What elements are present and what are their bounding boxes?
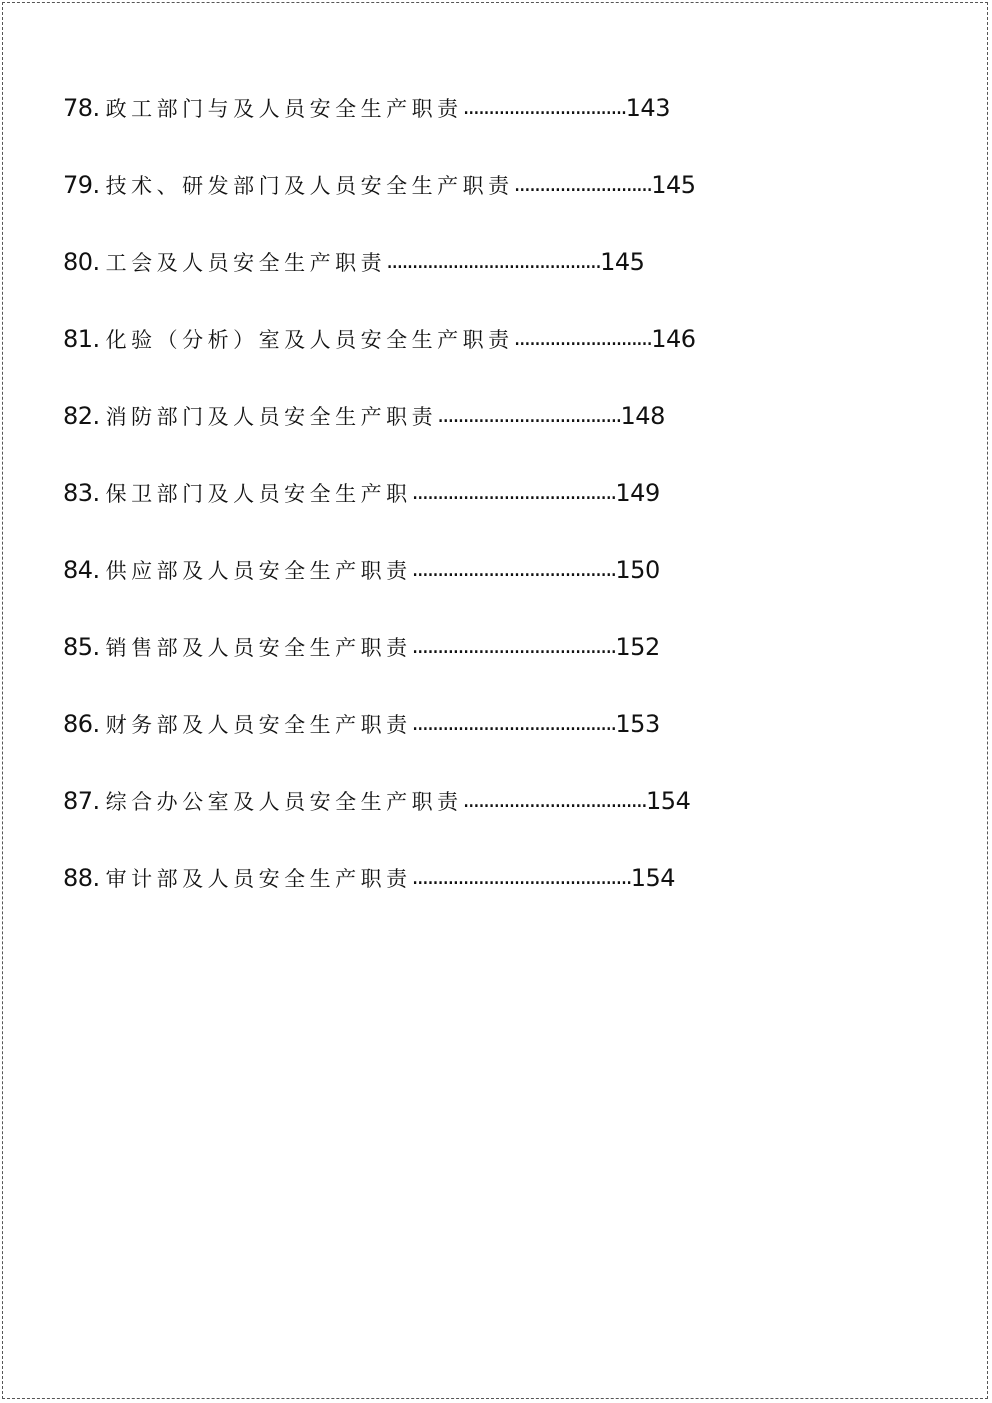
toc-entry[interactable] <box>63 762 943 839</box>
entry-title: 化验（分析）室及人员安全生产职责 <box>105 327 514 352</box>
toc-entry[interactable] <box>63 223 943 300</box>
dot-leader: ........................................ <box>411 480 616 505</box>
dot-leader: ........................................ <box>411 557 616 582</box>
page-number: 148 <box>620 401 665 430</box>
dot-leader: ................................ <box>462 95 626 120</box>
page-number: 145 <box>600 247 645 276</box>
page-number: 154 <box>630 863 675 892</box>
entry-title: 消防部门及人员安全生产职责 <box>105 404 438 429</box>
toc-entry[interactable] <box>63 300 943 377</box>
page-number: 150 <box>615 555 660 584</box>
entry-number: 87. <box>63 786 100 815</box>
entry-number: 79. <box>63 170 100 199</box>
dot-leader: ........................................... <box>411 865 631 890</box>
entry-number: 78. <box>63 93 100 122</box>
toc-entry[interactable] <box>63 454 943 531</box>
page-number: 143 <box>625 93 670 122</box>
page-number: 154 <box>646 786 691 815</box>
toc-entry[interactable] <box>63 531 943 608</box>
entry-title: 工会及人员安全生产职责 <box>105 250 387 275</box>
entry-number: 81. <box>63 324 100 353</box>
entry-number: 88. <box>63 863 100 892</box>
dot-leader: .................................... <box>437 403 621 428</box>
entry-title: 审计部及人员安全生产职责 <box>105 866 412 891</box>
entry-number: 80. <box>63 247 100 276</box>
toc-entry[interactable] <box>63 377 943 454</box>
entry-number: 82. <box>63 401 100 430</box>
entry-title: 销售部及人员安全生产职责 <box>105 635 412 660</box>
dot-leader: ........................... <box>513 172 652 197</box>
toc-entry[interactable] <box>63 685 943 762</box>
page-number: 152 <box>615 632 660 661</box>
table-of-contents <box>63 69 943 916</box>
entry-number: 84. <box>63 555 100 584</box>
toc-entry[interactable] <box>63 839 943 916</box>
entry-title: 政工部门与及人员安全生产职责 <box>105 96 463 121</box>
toc-entry[interactable] <box>63 608 943 685</box>
page-number: 149 <box>615 478 660 507</box>
entry-number: 86. <box>63 709 100 738</box>
page-number: 146 <box>651 324 696 353</box>
document-page <box>2 2 988 1399</box>
toc-entry[interactable] <box>63 146 943 223</box>
entry-title: 供应部及人员安全生产职责 <box>105 558 412 583</box>
dot-leader: ........................................ <box>411 711 616 736</box>
dot-leader: .................................... <box>462 788 647 813</box>
page-number: 145 <box>651 170 696 199</box>
dot-leader: .......................................... <box>386 249 601 274</box>
dot-leader: ........................... <box>513 326 652 351</box>
dot-leader: ........................................ <box>411 634 616 659</box>
page-number: 153 <box>615 709 660 738</box>
entry-title: 保卫部门及人员安全生产职 <box>105 481 412 506</box>
entry-title: 财务部及人员安全生产职责 <box>105 712 412 737</box>
entry-number: 85. <box>63 632 100 661</box>
entry-number: 83. <box>63 478 100 507</box>
toc-entry[interactable] <box>63 69 943 146</box>
entry-title: 综合办公室及人员安全生产职责 <box>105 789 463 814</box>
entry-title: 技术、研发部门及人员安全生产职责 <box>105 173 514 198</box>
